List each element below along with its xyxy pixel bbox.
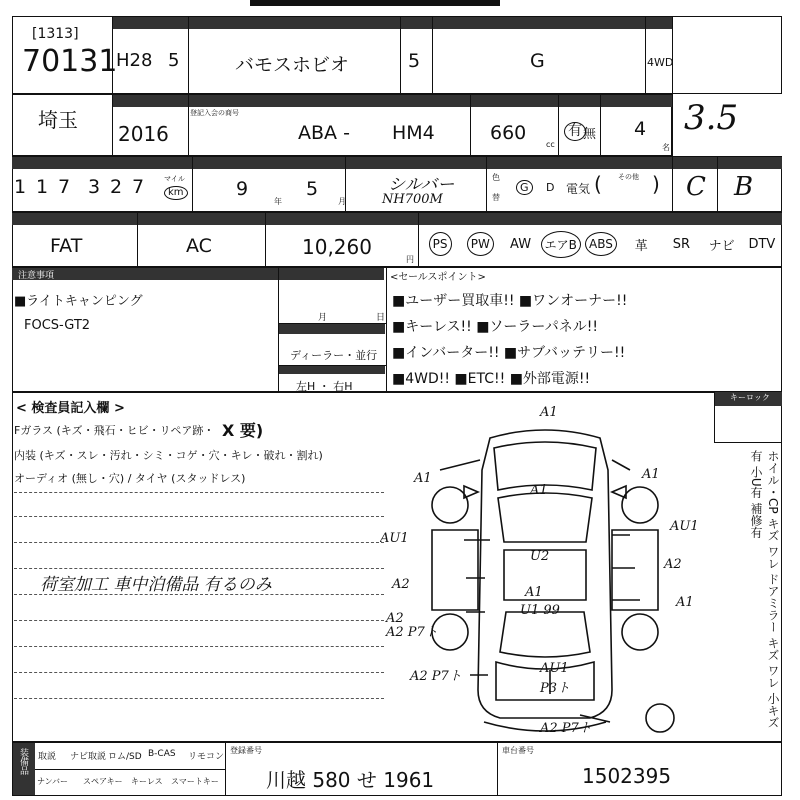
- feature-AW: AW: [510, 236, 532, 252]
- footer-vertical-label: 装備品: [18, 748, 28, 775]
- notes-item-2: FOCS-GT2: [24, 318, 91, 333]
- footer-item-top-4: リモコン: [188, 752, 225, 762]
- damage-label: A1: [530, 483, 548, 498]
- header-row-2-bar: [112, 95, 672, 107]
- color-side-bottom: 替: [492, 193, 500, 202]
- damage-label: AU1: [670, 519, 699, 534]
- none-option: 無: [583, 127, 597, 142]
- sales-point-4: ■4WD!! ■ETC!! ■外部電源!!: [392, 371, 591, 387]
- footer-item-top-0: 取説: [38, 752, 57, 762]
- damage-label: U1 99: [520, 603, 560, 618]
- feature-ABS: ABS: [581, 228, 621, 260]
- side-vertical-text: ホイル・CP キズ ワレ ドアミラー キズ ワレ 小キズ有 小U有 補修有: [749, 450, 780, 729]
- notes-bar: [12, 268, 384, 280]
- steering-option: 左H ・ 右H: [296, 380, 353, 393]
- damage-label: AU1: [380, 531, 409, 546]
- car-windshield: [498, 493, 592, 542]
- side-header: キーロック: [730, 393, 770, 402]
- equip-paren-close: ): [652, 172, 660, 196]
- reg-year: H28: [116, 50, 153, 71]
- chassis-number: 1502395: [582, 764, 672, 788]
- ac: AC: [186, 235, 212, 257]
- sales-point-2: ■キーレス!! ■ソーラーパネル!!: [392, 319, 598, 335]
- header-row-4-bar: [12, 213, 782, 225]
- recycle-fee: 10,260: [302, 235, 372, 259]
- shift-type: FAT: [50, 235, 83, 257]
- score: 3.5: [684, 98, 739, 138]
- header-row-3-bar: [12, 157, 782, 169]
- notes-month: 月: [318, 313, 328, 323]
- damage-label: A1: [414, 471, 432, 486]
- inspection-year-label: 年: [274, 197, 282, 206]
- capacity: 4: [634, 118, 647, 140]
- footer-item-bottom-1: スペアキー: [83, 777, 123, 786]
- model-code: HM4: [392, 122, 435, 144]
- damage-label: A2 P7ト: [540, 721, 592, 736]
- damage-label: A1: [676, 595, 694, 610]
- feature-PW: PW: [460, 228, 500, 260]
- yen-unit: 円: [406, 255, 414, 264]
- steering-bar: [279, 366, 385, 374]
- mileage-unit-top: マイル: [164, 175, 185, 183]
- footer-item-bottom-3: スマートキー: [171, 777, 219, 786]
- damage-label: A1: [525, 585, 543, 600]
- color-side-top: 色: [492, 173, 500, 182]
- capacity-unit: 名: [662, 143, 670, 152]
- grade: G: [530, 50, 545, 72]
- footer-item-top-1: ナビ取説: [70, 752, 107, 762]
- equip-d: D: [546, 181, 555, 194]
- lot-number: 70131: [22, 44, 118, 79]
- feature-革: 革: [634, 238, 648, 254]
- damage-label: A2 P7ト: [386, 625, 438, 640]
- feature-PS: PS: [420, 228, 460, 260]
- reg-month: 5: [168, 50, 180, 71]
- inspector-line-1-mark: X 要): [222, 421, 264, 440]
- color: シルバー: [388, 175, 455, 195]
- sales-point-3: ■インバーター!! ■サブバッテリー!!: [392, 345, 626, 361]
- damage-label: U2: [530, 549, 550, 564]
- equip-paren-open: (: [594, 172, 602, 196]
- car-rear-window: [500, 612, 590, 657]
- inspector-handwritten-note: 荷室加工 車中泊備品 有るのみ: [40, 575, 272, 595]
- car-name: バモスホビオ: [235, 54, 350, 76]
- footer-equipment: [35, 743, 225, 795]
- inspector-line-3: オーディオ (無し・穴) / タイヤ (スタッドレス): [14, 472, 246, 485]
- sales-title: <セールスポイント>: [390, 272, 486, 283]
- drive: 4WD: [647, 56, 674, 69]
- footer-item-top-3: B-CAS: [148, 749, 176, 759]
- equip-g: G: [516, 180, 533, 195]
- damage-label: A1: [540, 405, 558, 420]
- wheel-front-left: [432, 487, 468, 523]
- car-damage-diagram: [380, 400, 710, 745]
- damage-label: A2 P7ト: [410, 669, 462, 684]
- inspector-line-1: Fガラス (キズ・飛石・ヒビ・リペア跡・: [14, 424, 215, 437]
- header-row-1-bar: [112, 17, 672, 29]
- color-code: NH700M: [382, 192, 443, 207]
- damage-label: A1: [642, 467, 660, 482]
- engine-cc: 660: [490, 122, 527, 144]
- notes-item-1: ■ライトキャンピング: [14, 294, 143, 309]
- model-prefix: ABA -: [298, 122, 350, 144]
- title-strip: [250, 0, 500, 6]
- inspector-line-2: 内装 (キズ・スレ・汚れ・シミ・コゲ・穴・キレ・破れ・割れ): [14, 449, 323, 462]
- spare-tire-circle: [646, 704, 674, 732]
- lot-bracket: [1313]: [32, 26, 79, 42]
- notes-label: 注意事項: [18, 271, 55, 281]
- chassis-label: 車台番号: [502, 746, 534, 755]
- damage-label: A2: [386, 611, 404, 626]
- wheel-rear-right: [622, 614, 658, 650]
- interior-grade: C: [686, 172, 706, 202]
- has-option: 有: [564, 122, 586, 141]
- inspection-month: 5: [306, 178, 319, 200]
- side-panel-left: [432, 530, 478, 610]
- wheel-front-right: [622, 487, 658, 523]
- first-reg-note: 登記入会の商号: [190, 109, 239, 117]
- damage-label: A2: [392, 577, 410, 592]
- damage-label: AU1: [540, 661, 569, 676]
- footer-item-bottom-2: キーレス: [131, 777, 163, 786]
- inspector-title: < 検査員記入欄 >: [16, 401, 125, 416]
- feature-SR: SR: [672, 236, 691, 252]
- sales-point-1: ■ユーザー買取車!! ■ワンオーナー!!: [392, 293, 628, 309]
- footer-item-bottom-0: ナンバー: [37, 777, 69, 786]
- equip-electric: 電気: [566, 182, 591, 196]
- exterior-grade: B: [734, 172, 754, 202]
- cc-unit: cc: [546, 140, 555, 149]
- footer-item-top-2: ロム/SD: [108, 752, 142, 762]
- doors: 5: [408, 50, 421, 72]
- notes-day: 日: [376, 313, 386, 323]
- dealer-option: ディーラー・並行: [290, 349, 378, 362]
- side-panel-right: [612, 530, 658, 610]
- inspection-year: 9: [236, 178, 249, 200]
- region: 埼玉: [38, 108, 78, 132]
- feature-エアB: エアB: [541, 228, 581, 260]
- equip-other: その他: [618, 173, 639, 181]
- inspection-month-label: 月: [338, 197, 346, 206]
- dealer-bar: [279, 324, 385, 334]
- mileage-unit: km: [164, 186, 188, 200]
- model-year: 2016: [118, 122, 169, 146]
- feature-DTV: DTV: [748, 236, 776, 252]
- feature-ナビ: ナビ: [708, 238, 735, 254]
- damage-label: P3ト: [540, 681, 571, 696]
- plate-number: 川越 580 せ 1961: [266, 768, 435, 792]
- damage-label: A2: [664, 557, 682, 572]
- plate-label: 登録番号: [230, 746, 262, 755]
- feature-list: [420, 228, 782, 260]
